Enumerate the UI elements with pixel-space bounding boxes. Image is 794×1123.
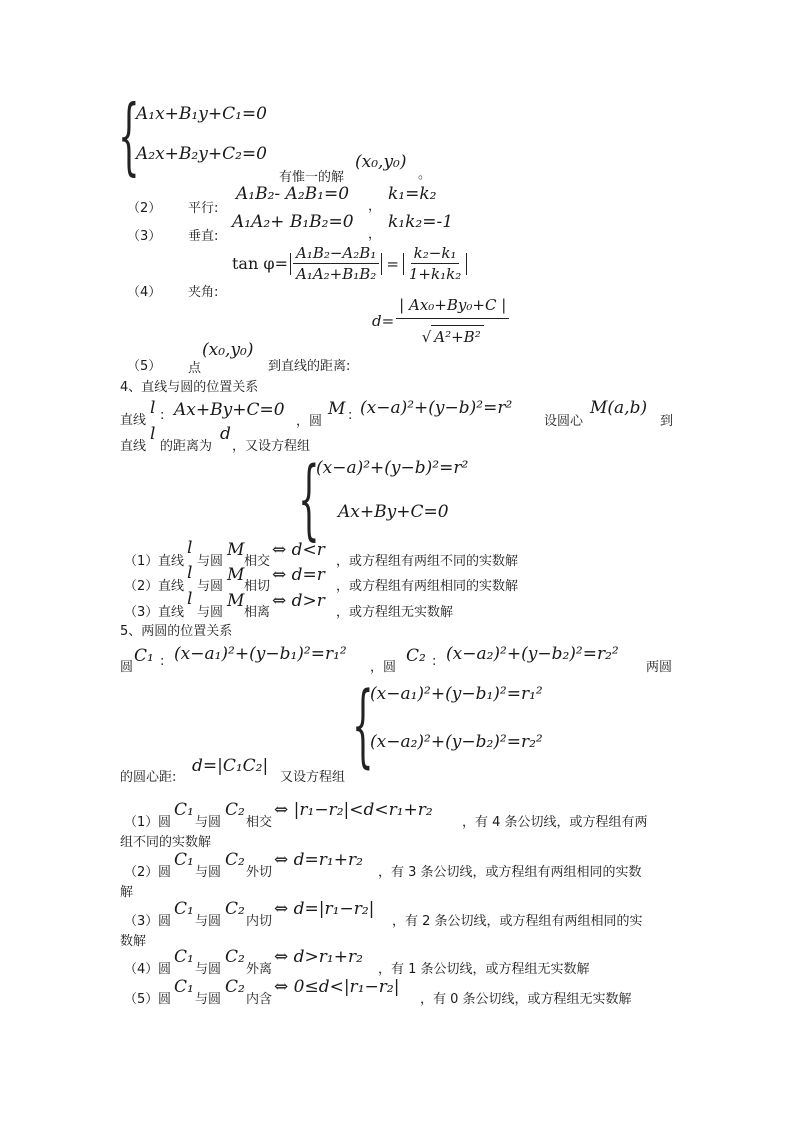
s5-case-C2: C₂ [225, 977, 245, 997]
s5-case-C1: C₁ [174, 800, 194, 820]
s5-circle: 圆 [120, 660, 134, 675]
s5-case-c: 外切 [246, 865, 273, 880]
s5-case-cond: ⇔ d=r₁+r₂ [274, 850, 363, 870]
item-3-label: 垂直: [188, 229, 219, 244]
s5-case-desc: ，有 4 条公切线，或方程组有两 [462, 815, 648, 830]
s4-case-cond: ⇔ d<r [272, 540, 325, 560]
angle-eq: = [386, 254, 399, 273]
s5-case-cond: ⇔ |r₁−r₂|<d<r₁+r₂ [274, 800, 433, 820]
s4-comma-circle: ，圆 [296, 414, 323, 429]
s5-center-dist: d=|C₁C₂| [192, 756, 269, 776]
system-eq-2: A₂x+B₂y+C₂=0 [136, 144, 267, 164]
parallel-cond-2: k₁=k₂ [388, 184, 437, 204]
distance-formula: d= $\frac{\text{| Ax₀+By₀+C |}}{\text{√ A²+B²}}$ [372, 296, 509, 346]
s5-case-c: 相交 [246, 815, 273, 830]
s5-center-dist-text: 的圆心距: [120, 770, 177, 785]
system-brace: { [118, 86, 140, 185]
s4-case-desc: ，或方程组有两组相同的实数解 [336, 579, 519, 594]
s5-case-desc: ，有 3 条公切线，或方程组有两组相同的实数 [378, 865, 642, 880]
angle-frac-2 [406, 244, 464, 283]
item-2-label: 平行: [188, 201, 219, 216]
s4-intro-b: 直线 [120, 439, 147, 454]
s4-case-b: 与圆 [197, 554, 224, 569]
item-3-num: （3） [127, 229, 162, 244]
angle-num-2: k₂−k₁ [411, 244, 460, 264]
perp-sep: ， [368, 227, 382, 242]
s5-case-cond: ⇔ d=|r₁−r₂| [274, 899, 375, 919]
s5-case-C2: C₂ [225, 800, 245, 820]
s4-l-2: l [150, 424, 156, 444]
s4-case-l: l [187, 563, 193, 583]
item-5-label: 点 [188, 361, 202, 376]
s4-case-M: M [227, 540, 245, 560]
s5-case-cond: ⇔ 0≤d<|r₁−r₂| [274, 977, 400, 997]
s4-case-c: 相切 [244, 579, 271, 594]
s4-case-l: l [187, 589, 193, 609]
distance-point: (x₀,y₀) [202, 340, 254, 360]
s5-case-num: （5） [124, 992, 159, 1007]
distance-den: A²+B² [431, 325, 483, 346]
angle-frac-1 [293, 244, 379, 283]
s4-system-text: ，又设方程组 [232, 439, 311, 454]
s4-d: d [220, 424, 231, 444]
perp-cond-2: k₁k₂=-1 [388, 212, 454, 232]
section-4-title: 4、直线与圆的位置关系 [120, 380, 259, 395]
s5-sys-eq-2: (x−a₂)²+(y−b₂)²=r₂² [370, 732, 543, 752]
s5-C1: C₁ [134, 646, 154, 666]
s5-case-C2: C₂ [225, 899, 245, 919]
s4-colon-2: : [348, 408, 353, 423]
s4-dist-text: 的距离为 [160, 439, 213, 454]
s5-colon: : [160, 654, 165, 669]
s5-case-desc-2: 组不同的实数解 [120, 835, 212, 850]
section-5-title: 5、两圆的位置关系 [120, 624, 233, 639]
s4-case-cond: ⇔ d>r [272, 591, 325, 611]
s5-case-desc: ，有 2 条公切线，或方程组有两组相同的实 [392, 914, 643, 929]
s5-case-circle: 圆 [158, 992, 172, 1007]
s4-case-c: 相离 [244, 605, 271, 620]
angle-tan: tan φ= [232, 254, 288, 273]
s5-sys-eq-1: (x−a₁)²+(y−b₁)²=r₁² [370, 684, 543, 704]
angle-num-1: A₁B₂−A₂B₁ [293, 244, 379, 264]
s4-case-b: 与圆 [197, 605, 224, 620]
s5-case-with: 与圆 [195, 914, 222, 929]
s5-case-with: 与圆 [195, 815, 222, 830]
system-eq-1: A₁x+B₁y+C₁=0 [136, 104, 267, 124]
s4-l: l [150, 398, 156, 418]
s5-case-num: （3） [124, 914, 159, 929]
s4-sys-eq-2: Ax+By+C=0 [338, 502, 449, 522]
s5-case-circle: 圆 [158, 865, 172, 880]
s4-case-c: 相交 [244, 554, 271, 569]
s4-case-num: （1） [124, 554, 159, 569]
s5-case-with: 与圆 [195, 962, 222, 977]
s5-case-C1: C₁ [174, 899, 194, 919]
item-5-num: （5） [127, 359, 162, 374]
angle-den-1: A₁A₂+B₁B₂ [295, 265, 377, 283]
item-4-num: （4） [127, 285, 162, 300]
s5-case-c: 外离 [246, 962, 273, 977]
s5-case-cond: ⇔ d>r₁+r₂ [274, 947, 363, 967]
solution-point: (x₀,y₀) [355, 152, 407, 172]
s5-C2: C₂ [406, 646, 426, 666]
s5-comma-circle: ，圆 [370, 660, 397, 675]
s4-case-b: 与圆 [197, 579, 224, 594]
s4-case-num: （2） [124, 579, 159, 594]
s5-system-text: 又设方程组 [280, 770, 346, 785]
parallel-sep: ， [368, 199, 382, 214]
s4-case-l: l [187, 538, 193, 558]
item-2-num: （2） [127, 201, 162, 216]
s5-case-with: 与圆 [195, 865, 222, 880]
period: 。 [418, 167, 432, 182]
item-4-label: 夹角: [188, 285, 219, 300]
s5-case-num: （2） [124, 865, 159, 880]
s5-case-desc-2: 数解 [120, 934, 147, 949]
s4-to: 到 [660, 414, 674, 429]
s5-case-c: 内切 [246, 914, 273, 929]
s5-case-circle: 圆 [158, 914, 172, 929]
s5-two-circles: 两圆 [646, 660, 673, 675]
s4-case-num: （3） [124, 605, 159, 620]
unique-solution-text: 有惟一的解 [279, 170, 345, 185]
s5-system-brace: { [352, 672, 374, 778]
s4-circle-eq: (x−a)²+(y−b)²=r² [360, 398, 513, 418]
s5-case-desc-2: 解 [120, 885, 134, 900]
s4-center: M(a,b) [590, 398, 648, 418]
s4-intro-a: 直线 [120, 413, 147, 428]
s4-case-a: 直线 [158, 579, 185, 594]
s5-case-with: 与圆 [195, 992, 222, 1007]
s5-case-C2: C₂ [225, 947, 245, 967]
parallel-cond-1: A₁B₂- A₂B₁=0 [236, 184, 350, 204]
s5-case-C2: C₂ [225, 850, 245, 870]
s5-case-circle: 圆 [158, 962, 172, 977]
angle-den-2: 1+k₁k₂ [408, 265, 462, 283]
s5-eq2: (x−a₂)²+(y−b₂)²=r₂² [446, 644, 619, 664]
s4-case-desc: ，或方程组无实数解 [336, 605, 454, 620]
distance-suffix: 到直线的距离: [268, 359, 351, 374]
s4-sys-eq-1: (x−a)²+(y−b)²=r² [316, 458, 469, 478]
s4-line-eq: Ax+By+C=0 [174, 400, 285, 420]
s5-case-c: 内含 [246, 992, 273, 1007]
s5-case-desc: ，有 0 条公切线，或方程组无实数解 [420, 992, 632, 1007]
s5-case-C1: C₁ [174, 977, 194, 997]
perp-cond-1: A₁A₂+ B₁B₂=0 [232, 212, 354, 232]
distance-lhs: d= [372, 312, 395, 330]
s4-center-text: 设圆心 [544, 414, 584, 429]
s4-M: M [328, 399, 346, 419]
distance-num: Ax₀+By₀+C [409, 296, 497, 314]
s4-case-M: M [227, 591, 245, 611]
s5-case-C1: C₁ [174, 850, 194, 870]
s5-eq1: (x−a₁)²+(y−b₁)²=r₁² [174, 644, 347, 664]
s4-case-a: 直线 [158, 605, 185, 620]
s5-colon-2: : [432, 654, 437, 669]
s4-case-a: 直线 [158, 554, 185, 569]
s4-case-desc: ，或方程组有两组不同的实数解 [336, 554, 519, 569]
s5-case-C1: C₁ [174, 947, 194, 967]
s5-case-desc: ，有 1 条公切线，或方程组无实数解 [378, 962, 590, 977]
angle-formula [232, 244, 469, 283]
s4-colon: : [160, 408, 165, 423]
s5-case-circle: 圆 [158, 815, 172, 830]
s5-case-num: （1） [124, 815, 159, 830]
s4-case-cond: ⇔ d=r [272, 565, 325, 585]
s5-case-num: （4） [124, 962, 159, 977]
s4-case-M: M [227, 565, 245, 585]
s4-system-brace: { [298, 448, 320, 551]
